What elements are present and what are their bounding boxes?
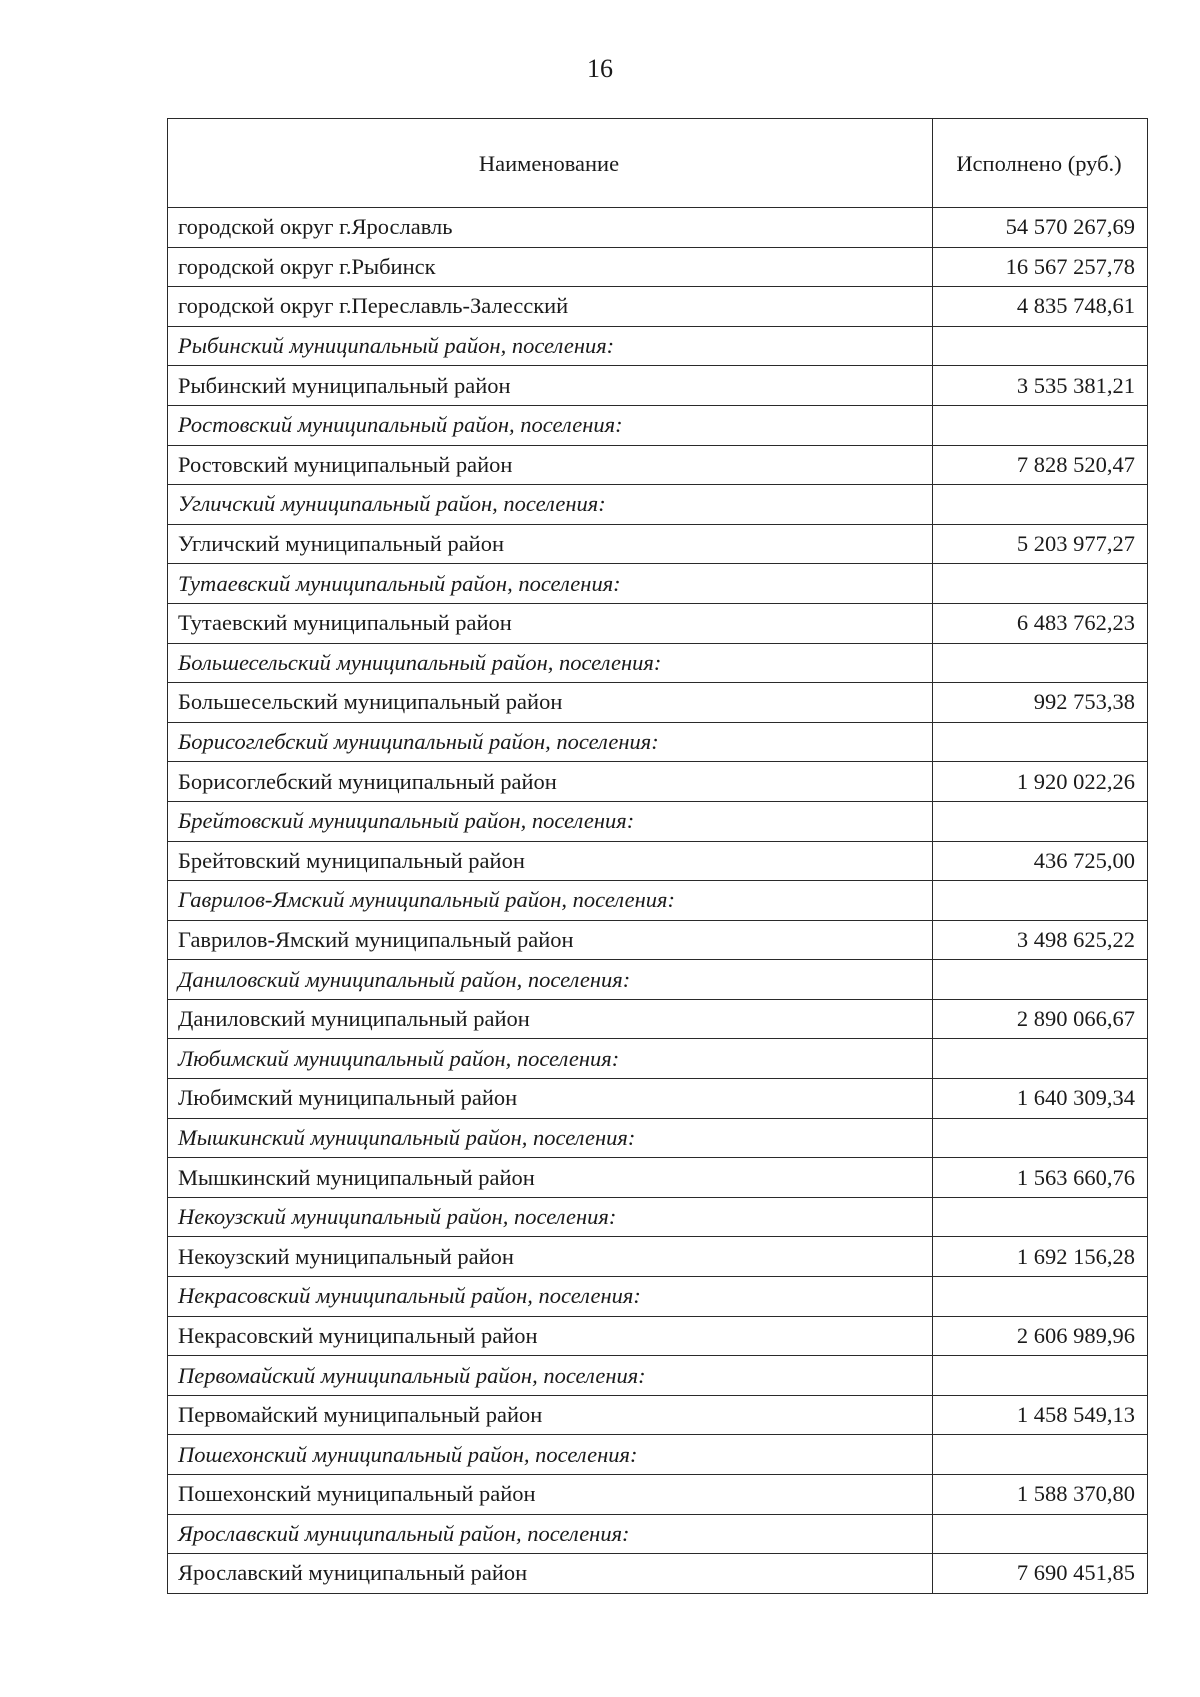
executed-amount-cell: 3 498 625,22 [933,920,1148,960]
municipality-name-cell: Брейтовский муниципальный район [168,841,933,881]
municipality-name-cell: Мышкинский муниципальный район [168,1158,933,1198]
group-heading-cell: Мышкинский муниципальный район, поселения: [168,1118,933,1158]
group-heading-cell: Большесельский муниципальный район, поселения: [168,643,933,683]
group-heading-cell: Первомайский муниципальный район, поселения: [168,1356,933,1396]
table-group-row [168,801,1148,841]
table-row [168,1554,1148,1594]
table-row [168,1079,1148,1119]
table-group-row [168,722,1148,762]
column-header-executed: Исполнено (руб.) [933,119,1148,208]
municipality-name-cell: Ярославский муниципальный район [168,1554,933,1594]
executed-amount-cell: 3 535 381,21 [933,366,1148,406]
municipality-name-cell: городской округ г.Рыбинск [168,247,933,287]
table-row [168,1237,1148,1277]
table-group-row [168,1356,1148,1396]
table-group-row [168,1277,1148,1317]
group-heading-cell: Некрасовский муниципальный район, поселения: [168,1277,933,1317]
table-group-row [168,1435,1148,1475]
municipality-name-cell: Ростовский муниципальный район [168,445,933,485]
column-header-name: Наименование [168,119,933,208]
executed-amount-cell: 4 835 748,61 [933,287,1148,327]
table-body [168,208,1148,1594]
executed-amount-cell: 2 890 066,67 [933,999,1148,1039]
table-row [168,1475,1148,1515]
municipality-name-cell: Гаврилов-Ямский муниципальный район [168,920,933,960]
group-heading-cell: Рыбинский муниципальный район, поселения: [168,326,933,366]
executed-amount-cell: 6 483 762,23 [933,603,1148,643]
table-row [168,762,1148,802]
municipality-name-cell: Борисоглебский муниципальный район [168,762,933,802]
executed-amount-cell [933,801,1148,841]
executed-amount-cell [933,1514,1148,1554]
executed-amount-cell: 1 692 156,28 [933,1237,1148,1277]
table-row [168,1395,1148,1435]
executed-amount-cell [933,1277,1148,1317]
executed-amount-cell [933,1356,1148,1396]
group-heading-cell: Тутаевский муниципальный район, поселения: [168,564,933,604]
group-heading-cell: Пошехонский муниципальный район, поселения: [168,1435,933,1475]
executed-amount-cell: 436 725,00 [933,841,1148,881]
executed-amount-cell [933,960,1148,1000]
municipality-name-cell: Первомайский муниципальный район [168,1395,933,1435]
table-group-row [168,960,1148,1000]
municipality-name-cell: городской округ г.Переславль-Залесский [168,287,933,327]
group-heading-cell: Угличский муниципальный район, поселения: [168,485,933,525]
executed-amount-cell [933,564,1148,604]
table-group-row [168,881,1148,921]
municipality-name-cell: Любимский муниципальный район [168,1079,933,1119]
table-row [168,920,1148,960]
executed-amount-cell [933,485,1148,525]
executed-amount-cell: 992 753,38 [933,683,1148,723]
municipality-name-cell: Даниловский муниципальный район [168,999,933,1039]
group-heading-cell: Гаврилов-Ямский муниципальный район, поселения: [168,881,933,921]
table-header-row [168,119,1148,208]
municipality-name-cell: Большесельский муниципальный район [168,683,933,723]
municipality-name-cell: Пошехонский муниципальный район [168,1475,933,1515]
executed-amount-cell: 54 570 267,69 [933,208,1148,248]
executed-amount-cell: 1 563 660,76 [933,1158,1148,1198]
table-row [168,841,1148,881]
table-row [168,247,1148,287]
executed-amount-cell [933,1118,1148,1158]
table-row [168,287,1148,327]
table-group-row [168,564,1148,604]
table-row [168,1158,1148,1198]
executed-amount-cell: 2 606 989,96 [933,1316,1148,1356]
municipality-name-cell: Рыбинский муниципальный район [168,366,933,406]
executed-amount-cell: 1 920 022,26 [933,762,1148,802]
table-group-row [168,1197,1148,1237]
table-group-row [168,1039,1148,1079]
table-row [168,1316,1148,1356]
executed-amount-cell [933,326,1148,366]
executed-amount-cell: 1 458 549,13 [933,1395,1148,1435]
municipality-name-cell: Некрасовский муниципальный район [168,1316,933,1356]
budget-execution-table [167,118,1148,1594]
executed-amount-cell [933,1435,1148,1475]
table-row [168,524,1148,564]
executed-amount-cell [933,1039,1148,1079]
executed-amount-cell [933,1197,1148,1237]
executed-amount-cell: 1 640 309,34 [933,1079,1148,1119]
group-heading-cell: Борисоглебский муниципальный район, поселения: [168,722,933,762]
table-group-row [168,405,1148,445]
table-row [168,366,1148,406]
municipality-name-cell: Некоузский муниципальный район [168,1237,933,1277]
municipality-name-cell: Тутаевский муниципальный район [168,603,933,643]
executed-amount-cell: 5 203 977,27 [933,524,1148,564]
table-row [168,445,1148,485]
executed-amount-cell [933,881,1148,921]
municipality-name-cell: городской округ г.Ярославль [168,208,933,248]
executed-amount-cell: 16 567 257,78 [933,247,1148,287]
executed-amount-cell: 7 828 520,47 [933,445,1148,485]
executed-amount-cell [933,405,1148,445]
executed-amount-cell: 7 690 451,85 [933,1554,1148,1594]
table-row [168,208,1148,248]
table-row [168,683,1148,723]
executed-amount-cell [933,643,1148,683]
table-group-row [168,1118,1148,1158]
group-heading-cell: Некоузский муниципальный район, поселения: [168,1197,933,1237]
executed-amount-cell [933,722,1148,762]
group-heading-cell: Ярославский муниципальный район, поселения: [168,1514,933,1554]
group-heading-cell: Ростовский муниципальный район, поселения: [168,405,933,445]
table-row [168,999,1148,1039]
group-heading-cell: Брейтовский муниципальный район, поселения: [168,801,933,841]
group-heading-cell: Даниловский муниципальный район, поселения: [168,960,933,1000]
table-row [168,603,1148,643]
table-group-row [168,1514,1148,1554]
executed-amount-cell: 1 588 370,80 [933,1475,1148,1515]
group-heading-cell: Любимский муниципальный район, поселения: [168,1039,933,1079]
table-group-row [168,326,1148,366]
municipality-name-cell: Угличский муниципальный район [168,524,933,564]
table-group-row [168,485,1148,525]
table-group-row [168,643,1148,683]
page-number: 16 [587,54,613,83]
